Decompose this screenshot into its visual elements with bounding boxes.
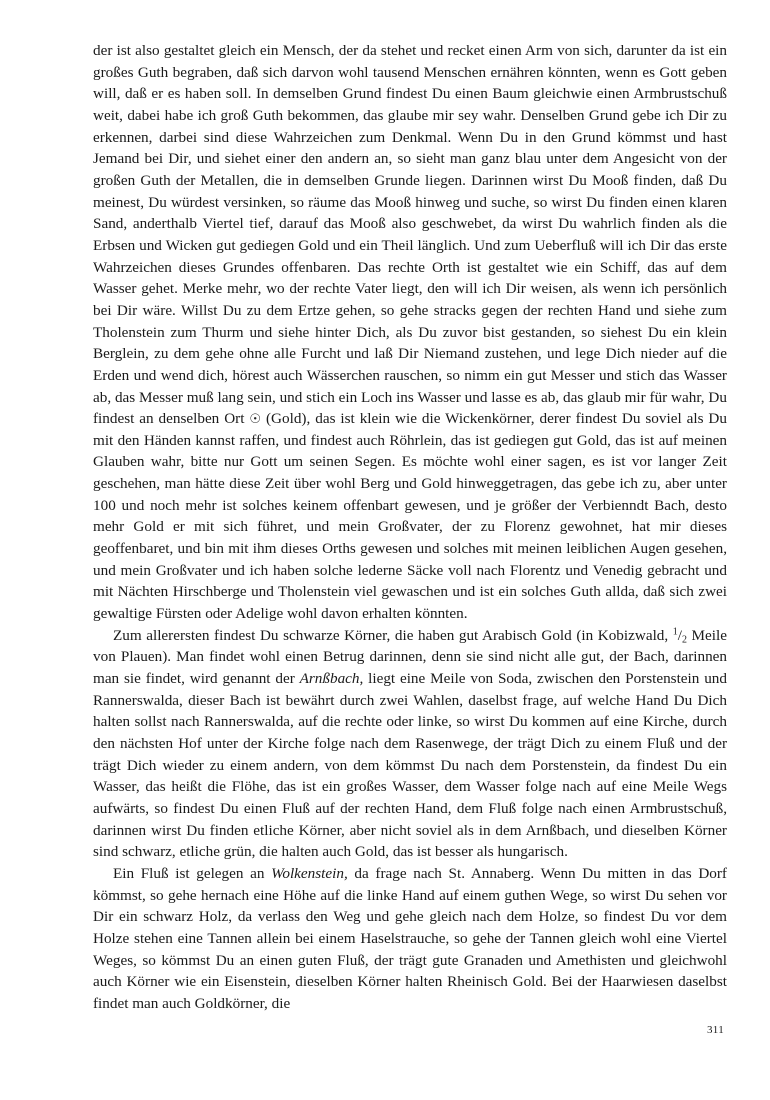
text-run: da frage nach St. Annaberg. Wenn Du mitten in das Dorf kömmst, so gehe hernach eine Höhe auf die linke Hand auf einem guthen Wege, so wirst Du sehen vor Dir ein schwarz Holz, da verlass den Weg und gehe gleich nach dem Holze, so findest Du vor dem Holze stehen eine Tannen allein bei einem Haselstrauche, so gehe der Tannen gleich wohl eine Viertel Weges, so kömmst Du an einen guten Fluß, der trägt gute Granaden und Amethisten und gleichwohl auch Körner wie ein Eisenstein, dieselben Körner halten Rheinisch Gold. Bei der Haarwiesen daselbst findet man auch Goldkörner, die	[93, 864, 727, 1012]
gold-symbol-icon: ☉	[249, 411, 262, 427]
page-number: 311	[707, 1024, 724, 1036]
italic-place-name: Arnßbach,	[299, 670, 364, 688]
paragraph-3	[93, 863, 727, 1015]
text-run: Zum allerersten findest Du schwarze Körner, die haben gut Arabisch Gold (in Kobizwald,	[113, 626, 673, 644]
text-run: 1	[672, 626, 678, 638]
text-run: 2	[681, 634, 687, 646]
italic-place-name: Wolkenstein,	[271, 864, 348, 882]
text-run: (Gold), das ist klein wie die Wickenkörner, derer findest Du soviel als Du mit den Händen kannst raffen, und findest auch Röhrlein, das ist gediegen gut Gold, das ist auf meinen Glauben wahr, bitte nur Gott um seinen Segen. Es möchte wohl einer sagen, es ist vor langer Zeit geschehen, man hätte diese Zeit über wohl Berg und Gold hinweggetragen, das gebe ich zu, aber unter 100 und noch mehr ist solches keinem offenbart gewesen, und je größer der Verbienndt Bach, desto mehr Gold er mit sich führet, und mein Großvater, der zu Florenz gewohnet, hat mir dieses geoffenbaret, und bin mit ihm dieses Orths gewesen und solches mit meinen leiblichen Augen gesehen, und mein Großvater und ich haben solche lederne Säcke voll nach Florentz und Venedig gebracht und mit Nächten Hirschberge und Tholenstein viel gewaschen und ist ein solches Guth allda, daß sich zwei gewaltige Fürsten oder Adelige wohl davon erhalten könnten.	[93, 410, 727, 623]
text-run: der ist also gestaltet gleich ein Mensch, der da stehet und recket einen Arm von sich, darunter da ist ein großes Guth begraben, daß sich darvon wohl tausend Menschen ernähren könnten, wenn es Gott geben will, daß er es haben soll. In demselben Grund findest Du einen Baum gleichwie einen Armbrustschuß weit, dabei habe ich groß Guth bekommen, das glaube mir sey wahr. Denselben Grund gebe ich Dir zu erkennen, darbei sind diese Wahrzeichen zum Denkmal. Wenn Du in den Grund kömmst und hast Jemand bei Dir, und siehet einer den andern an, so sieht man ganz blau unter dem Angesicht von der großen Guth der Metallen, die in demselben Grunde liegen. Darinnen wirst Du Mooß finden, daß Du meinest, Du würdest versinken, so räume das Mooß hinweg und suche, so wirst Du finden einen klaren Sand, anderthalb Viertel tief, darauf das Mooß also geschwebet, da wirst Du wahrlich finden als die Erbsen und Wicken gut gediegen Gold und ein Theil länglich. Und zum Ueberfluß will ich Dir das erste Wahrzeichen dieses Grundes offenbaren. Das rechte Orth ist gestaltet wie ein Schiff, das auf dem Wasser gehet. Merke mehr, wo der rechte Vater liegt, den will ich Dir weisen, als wenn ich persönlich bei Dir wäre. Willst Du zu dem Ertze gehen, so gehe stracks gegen der rechten Hand und siehe zum Tholenstein zum Thurm und siehe hinter Dich, als Du zuvor bist gestanden, so siehest Du ein klein Berglein, zu dem gehe ohne alle Furcht und laß Dir Niemand zustehen, und lege Dich nieder auf die Erden und wend dich, hörest auch Wässerchen rauschen, so nimm ein gut Messer und stich das Wasser ab, das Messer muß lang sein, und stich ein Loch ins Wasser und lasse es ab, das glaub mir für wahr, Du findest an denselben Ort	[93, 42, 727, 428]
text-run: Meile von Plauen). Man findet wohl einen Betrug darinnen, denn sie sind nicht alle gut, der Bach, darinnen man sie findet, wird genannt der	[93, 626, 727, 688]
page-text-block	[93, 40, 727, 1015]
text-run: Ein Fluß ist gelegen an	[113, 864, 272, 882]
text-run: liegt eine Meile von Soda, zwischen den Porstenstein und Rannerswalda, dieser Bach ist bewährt durch zwei Wahlen, daselbst frage, auf welche Hand Du Dich halten sollst nach Rannerswalda, auf die rechte oder linke, so wirst Du kommen auf eine Kirche, durch den nächsten Hof unter der Kirche folge nach dem Rasenwege, der trägt Dich zu einem Fluß und der trägt Dich wieder zu einem andern, von dem kömmst Du nach dem Porstenstein, da findest Du ein Wasser, das heißt die Flöhe, das ist ein großes Wasser, dem Wasser folge nach auf eine Meile Wegs aufwärts, so findest Du einen Fluß auf der rechten Hand, dem Fluß folge nach einen Armbrustschuß, darinnen wirst Du finden etliche Körner, aber nicht soviel als in dem Arnßbach, und dieselben Körner sind schwarz, etliche grün, die halten auch Gold, das ist besser als hungarisch.	[93, 670, 727, 861]
paragraph-1	[93, 40, 727, 625]
text-run: /	[677, 626, 682, 644]
paragraph-2	[93, 625, 727, 863]
